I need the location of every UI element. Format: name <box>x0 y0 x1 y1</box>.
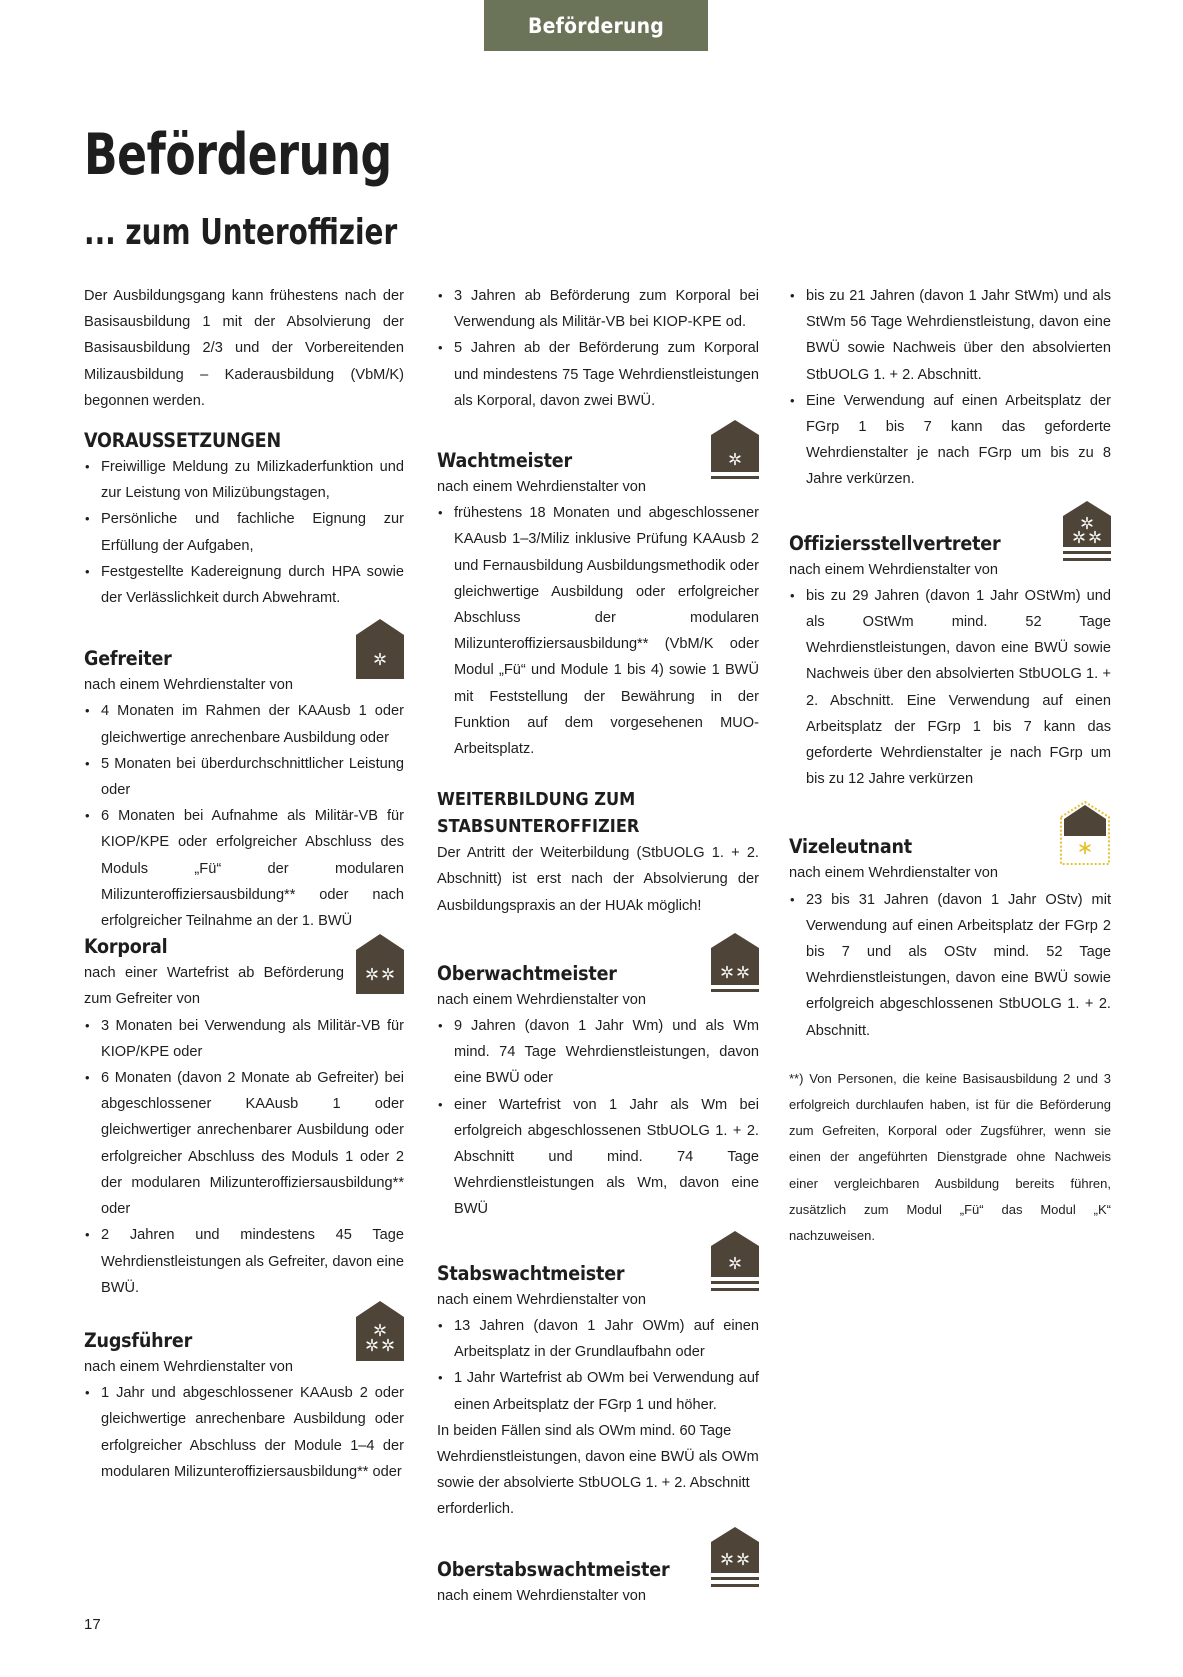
wachtmeister-heading: Wachtmeister <box>437 449 572 473</box>
page-number: 17 <box>84 1616 101 1633</box>
zugsfuehrer-list <box>84 1380 404 1485</box>
page-title: Beförderung <box>84 122 392 188</box>
list-item: • Festgestellte Kadereignung durch HPA sowie der Verlässlichkeit durch Abwehramt. <box>84 559 404 611</box>
section-wachtmeister <box>437 420 759 762</box>
section-stabswachtmeister <box>437 1231 759 1523</box>
gefreiter-list <box>84 698 404 934</box>
list-item: • 3 Monaten bei Verwendung als Militär-VB für KIOP/KPE oder <box>84 1013 404 1065</box>
list-item: • 3 Jahren ab Beförderung zum Korporal bei Verwendung als Militär-VB bei KIOP-KPE od. <box>437 283 759 335</box>
weiterbildung-heading <box>437 786 759 840</box>
page-subtitle: ... zum Unteroffizier <box>84 212 398 253</box>
gefreiter-heading: Gefreiter <box>84 647 172 671</box>
oberstabswachtmeister-list <box>789 283 1111 493</box>
column-2 <box>437 283 759 1609</box>
list-item: • 1 Jahr und abgeschlossener KAAusb 2 oder gleichwertige anrechenbare Ausbildung oder erfolgreicher Abschluss der Module 1–4 der modularen Milizunteroffiziersausbildung** oder <box>84 1380 404 1485</box>
list-item: • 23 bis 31 Jahren (davon 1 Jahr OStv) mit Verwendung auf einen Arbeitsplatz der FGrp 2 bis 7 und als OStv mind. 52 Tage Wehrdienstleistungen, davon eine BWÜ sowie erfolgreich abgeschlossenen StbUOLG 1. + 2. Abschnitt. <box>789 887 1111 1044</box>
section-vizeleutnant <box>789 800 1111 1043</box>
wachtmeister-lead: nach einem Wehrdienstalter von <box>437 479 647 496</box>
zugsfuehrer-list-more <box>437 283 759 414</box>
vizeleutnant-heading: Vizeleutnant <box>789 835 912 859</box>
gefreiter-insignia-icon <box>356 619 404 679</box>
oberwachtmeister-lead: nach einem Wehrdienstalter von <box>437 991 647 1008</box>
zugsfuehrer-heading: Zugsführer <box>84 1328 193 1352</box>
list-item: • bis zu 29 Jahren (davon 1 Jahr OStWm) und als OStWm mind. 52 Tage Wehrdienstleistungen, davon eine BWÜ sowie Nachweis über den absolvierten StbUOLG 1. + 2. Abschnitt. Eine Verwendung auf einen Arbeitsplatz der FGrp 1 bis 7 kann das geforderte Wehrdienstalter je nach FGrp um bis zu 12 Jahre verkürzen <box>789 583 1111 793</box>
offiziersstellvertreter-heading: Offiziersstellvertreter <box>789 531 1001 555</box>
oberwachtmeister-list <box>437 1013 759 1223</box>
list-item: • Eine Verwendung auf einen Arbeitsplatz der FGrp 1 bis 7 kann das geforderte Wehrdienstalter je nach FGrp um bis zu 8 Jahre verkürzen. <box>789 388 1111 493</box>
list-item: • 13 Jahren (davon 1 Jahr OWm) auf einen Arbeitsplatz in der Grundlaufbahn oder <box>437 1313 759 1365</box>
section-gefreiter <box>84 619 404 934</box>
list-item: • Freiwillige Meldung zu Milizkaderfunktion und zur Leistung von Milizübungstagen, <box>84 454 404 506</box>
wachtmeister-list <box>437 500 759 762</box>
oberwachtmeister-insignia-icon <box>711 933 759 993</box>
zugsfuehrer-insignia-icon <box>356 1301 404 1361</box>
voraussetzungen-list <box>84 454 404 611</box>
korporal-lead: nach einer Wartefrist ab Beförderung zum Gefreiter von <box>84 965 344 1008</box>
section-oberwachtmeister <box>437 933 759 1223</box>
korporal-heading: Korporal <box>84 935 168 959</box>
weiterbildung-heading-line1: WEITERBILDUNG ZUM <box>437 789 636 811</box>
intro-text: Der Ausbildungsgang kann frühestens nach der Basisausbildung 1 mit der Absolvierung der Basisausbildung 2/3 und der Vorbereitenden Milizausbildung – Kaderausbildung (VbM/K) begonnen werden. <box>84 288 404 409</box>
list-item: • bis zu 21 Jahren (davon 1 Jahr StWm) und als StWm 56 Tage Wehrdienstleistung, davon eine BWÜ sowie Nachweis über den absolvierten StbUOLG 1. + 2. Abschnitt. <box>789 283 1111 388</box>
list-item: • 6 Monaten bei Aufnahme als Militär-VB für KIOP/KPE oder erfolgreicher Abschluss des Moduls „Fü“ der modularen Milizunteroffiziersausbildung** oder nach erfolgreicher Teilnahme an der 1. BWÜ <box>84 803 404 934</box>
list-item: • einer Wartefrist von 1 Jahr als Wm bei erfolgreich abgeschlossenen StbUOLG 1. + 2. Abschnitt und mind. 74 Tage Wehrdienstleistungen als Wm, davon eine BWÜ <box>437 1092 759 1223</box>
oberstabswachtmeister-insignia-icon <box>711 1527 759 1589</box>
wachtmeister-insignia-icon <box>711 420 759 480</box>
list-item: • 2 Jahren und mindestens 45 Tage Wehrdienstleistungen als Gefreiter, davon eine BWÜ. <box>84 1222 404 1301</box>
stabswachtmeister-heading: Stabswachtmeister <box>437 1261 625 1285</box>
vizeleutnant-insignia-icon <box>1059 800 1111 866</box>
column-3 <box>789 283 1111 1249</box>
footnote <box>789 1066 1111 1249</box>
column-1 <box>84 283 404 1485</box>
weiterbildung-heading-line2: STABSUNTEROFFIZIER <box>437 816 640 838</box>
oberwachtmeister-heading: Oberwachtmeister <box>437 961 617 985</box>
section-voraussetzungen <box>84 428 404 611</box>
list-item: • 5 Monaten bei überdurchschnittlicher Leistung oder <box>84 751 404 803</box>
vizeleutnant-lead: nach einem Wehrdienstalter von <box>789 865 999 882</box>
list-item: • 5 Jahren ab der Beförderung zum Korporal und mindestens 75 Tage Wehrdienstleistungen als Korporal, davon zwei BWÜ. <box>437 335 759 414</box>
section-oberstabswachtmeister <box>437 1527 759 1609</box>
section-korporal <box>84 934 404 1301</box>
gefreiter-lead: nach einem Wehrdienstalter von <box>84 677 294 694</box>
offiziersstellvertreter-insignia-icon <box>1063 501 1111 563</box>
offiziersstellvertreter-lead: nach einem Wehrdienstalter von <box>789 561 999 578</box>
list-item: • 6 Monaten (davon 2 Monate ab Gefreiter) bei abgeschlossener KAAusb 1 oder gleichwertiger anrechenbarer Ausbildung oder erfolgreicher Abschluss des Moduls 1 oder 2 der modularen Milizunteroffiziersausbildung** oder <box>84 1065 404 1222</box>
voraussetzungen-heading: VORAUSSETZUNGEN <box>84 429 281 453</box>
section-weiterbildung <box>437 786 759 919</box>
section-offiziersstellvertreter <box>789 501 1111 793</box>
zugsfuehrer-lead: nach einem Wehrdienstalter von <box>84 1358 294 1375</box>
korporal-insignia-icon <box>356 934 404 994</box>
korporal-list <box>84 1013 404 1301</box>
footnote-text: **) Von Personen, die keine Basisausbildung 2 und 3 erfolgreich durchlaufen haben, ist für die Beförderung zum Gefreiten, Korporal oder Zugsführer, wenn sie einen der angeführten Dienstgrade ohne Nachweis einer vergleichbaren Ausbildung bereits führen, zusätzlich zum Modul „Fü“ das Modul „K“ nachzuweisen. <box>789 1070 1111 1244</box>
oberstabswachtmeister-lead: nach einem Wehrdienstalter von <box>437 1587 647 1604</box>
oberstabswachtmeister-heading: Oberstabswachtmeister <box>437 1557 670 1581</box>
list-item: • 1 Jahr Wartefrist ab OWm bei Verwendung auf einen Arbeitsplatz der FGrp 1 und höher. <box>437 1365 759 1417</box>
vizeleutnant-list <box>789 887 1111 1044</box>
list-item: • frühestens 18 Monaten und abgeschlossener KAAusb 1–3/Miliz inklusive Prüfung KAAusb 2 und Fernausbildung Ausbildungsmethodik oder gleichwertige Ausbildung oder erfolgreicher Abschluss der modularen Milizunteroffiziersausbildung** (VbM/K oder Modul „Fü“ und Module 1 bis 4) sowie 1 BWÜ mit Feststellung der Bewährung in der Funktion auf dem vorgesehenen MUO-Arbeitsplatz. <box>437 500 759 762</box>
offiziersstellvertreter-list <box>789 583 1111 793</box>
section-zugsfuehrer <box>84 1301 404 1485</box>
stabswachtmeister-note: In beiden Fällen sind als OWm mind. 60 Tage Wehrdienstleistungen, davon eine BWÜ als OWm sowie der absolvierte StbUOLG 1. + 2. Abschnitt erforderlich. <box>437 1422 759 1518</box>
stabswachtmeister-insignia-icon <box>711 1231 759 1293</box>
stabswachtmeister-list <box>437 1313 759 1418</box>
list-item: • 9 Jahren (davon 1 Jahr Wm) und als Wm mind. 74 Tage Wehrdienstleistungen, davon eine BWÜ oder <box>437 1013 759 1092</box>
weiterbildung-text: Der Antritt der Weiterbildung (StbUOLG 1. + 2. Abschnitt) ist erst nach der Absolvierung der Ausbildungspraxis an der HUAk möglich! <box>437 845 759 914</box>
stabswachtmeister-lead: nach einem Wehrdienstalter von <box>437 1291 647 1308</box>
header-tab: Beförderung <box>484 0 708 51</box>
list-item: • 4 Monaten im Rahmen der KAAusb 1 oder gleichwertige anrechenbare Ausbildung oder <box>84 698 404 750</box>
list-item: • Persönliche und fachliche Eignung zur Erfüllung der Aufgaben, <box>84 506 404 558</box>
